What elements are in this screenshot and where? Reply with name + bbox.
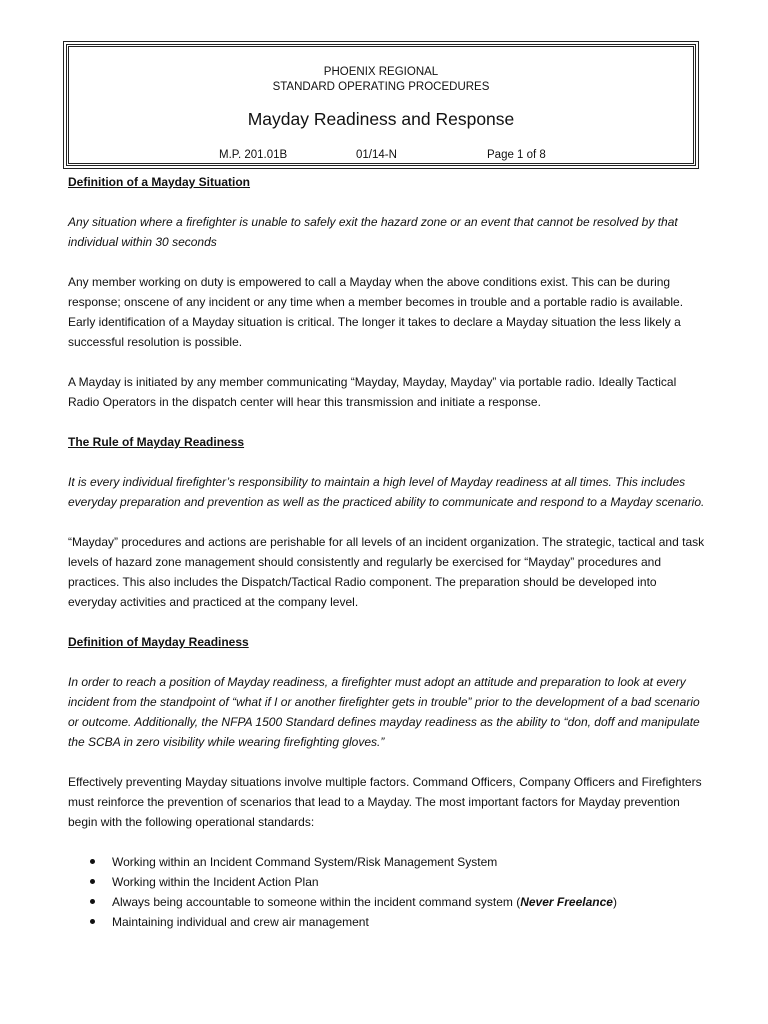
page-indicator: Page 1 of 8 — [487, 149, 546, 161]
mayday-empowerment-paragraph: Any member working on duty is empowered to call a Mayday when the above conditions exist. This can be during response; onscene of any incident or any time when a member becomes in trouble and a portable radio is available. Early identification of a Mayday situation is critical. The longer it takes to declare a Mayday situation the less likely a successful resolution is possible. — [68, 275, 684, 349]
section-heading-rule: The Rule of Mayday Readiness — [68, 435, 245, 449]
list-item: Working within the Incident Action Plan — [68, 872, 708, 892]
perishable-procedures-paragraph: “Mayday” procedures and actions are perishable for all levels of an incident organization. The strategic, tactical and task levels of hazard zone management should consistently and regularly be exercised for “Mayday” procedures and practices. This also includes the Dispatch/Tactical Radio component. The preparation should be developed into everyday activities and practiced at the company level. — [68, 535, 705, 609]
operational-standards-list — [68, 852, 708, 932]
section-heading-readiness-definition: Definition of Mayday Readiness — [68, 635, 249, 649]
document-title: Mayday Readiness and Response — [247, 109, 515, 129]
list-item-text: Always being accountable to someone within the incident command system ( — [112, 895, 521, 909]
list-item: Working within an Incident Command System/Risk Management System — [68, 852, 708, 872]
org-line-2: STANDARD OPERATING PROCEDURES — [272, 81, 490, 93]
prevention-factors-paragraph: Effectively preventing Mayday situations involve multiple factors. Command Officers, Company Officers and Firefighters must reinforce the prevention of scenarios that lead to a Mayday. The most important factors for Mayday prevention begin with the following operational standards: — [68, 775, 702, 829]
document-body — [68, 172, 708, 932]
revision-date: 01/14-N — [356, 149, 397, 161]
section-heading-mayday-situation: Definition of a Mayday Situation — [68, 175, 251, 189]
never-freelance-emphasis: Never Freelance — [520, 895, 613, 909]
mayday-initiation-paragraph: A Mayday is initiated by any member communicating “Mayday, Mayday, Mayday” via portable radio. Ideally Tactical Radio Operators in the dispatch center will hear this transmission and initiate a response. — [68, 375, 677, 409]
mayday-situation-definition: Any situation where a firefighter is unable to safely exit the hazard zone or an event that cannot be resolved by that individual within 30 seconds — [68, 215, 678, 249]
document-header-box — [66, 44, 696, 166]
list-item-text-end: ) — [612, 895, 617, 909]
list-item — [68, 892, 708, 912]
list-item: Maintaining individual and crew air management — [68, 912, 708, 932]
organization-name — [69, 65, 693, 95]
document-number: M.P. 201.01B — [219, 149, 288, 161]
org-line-1: PHOENIX REGIONAL — [323, 66, 439, 78]
rule-of-readiness-statement: It is every individual firefighter’s responsibility to maintain a high level of Mayday readiness at all times. This includes everyday preparation and prevention as well as the practiced ability to communicate and respond to a Mayday scenario. — [68, 475, 705, 509]
readiness-definition-paragraph: In order to reach a position of Mayday readiness, a firefighter must adopt an attitude and preparation to look at every incident from the standpoint of “what if I or another firefighter gets in trouble” prior to the development of a bad scenario or outcome. Additionally, the NFPA 1500 Standard defines mayday readiness as the ability to “don, doff and manipulate the SCBA in zero visibility while wearing firefighting gloves.” — [68, 675, 700, 749]
